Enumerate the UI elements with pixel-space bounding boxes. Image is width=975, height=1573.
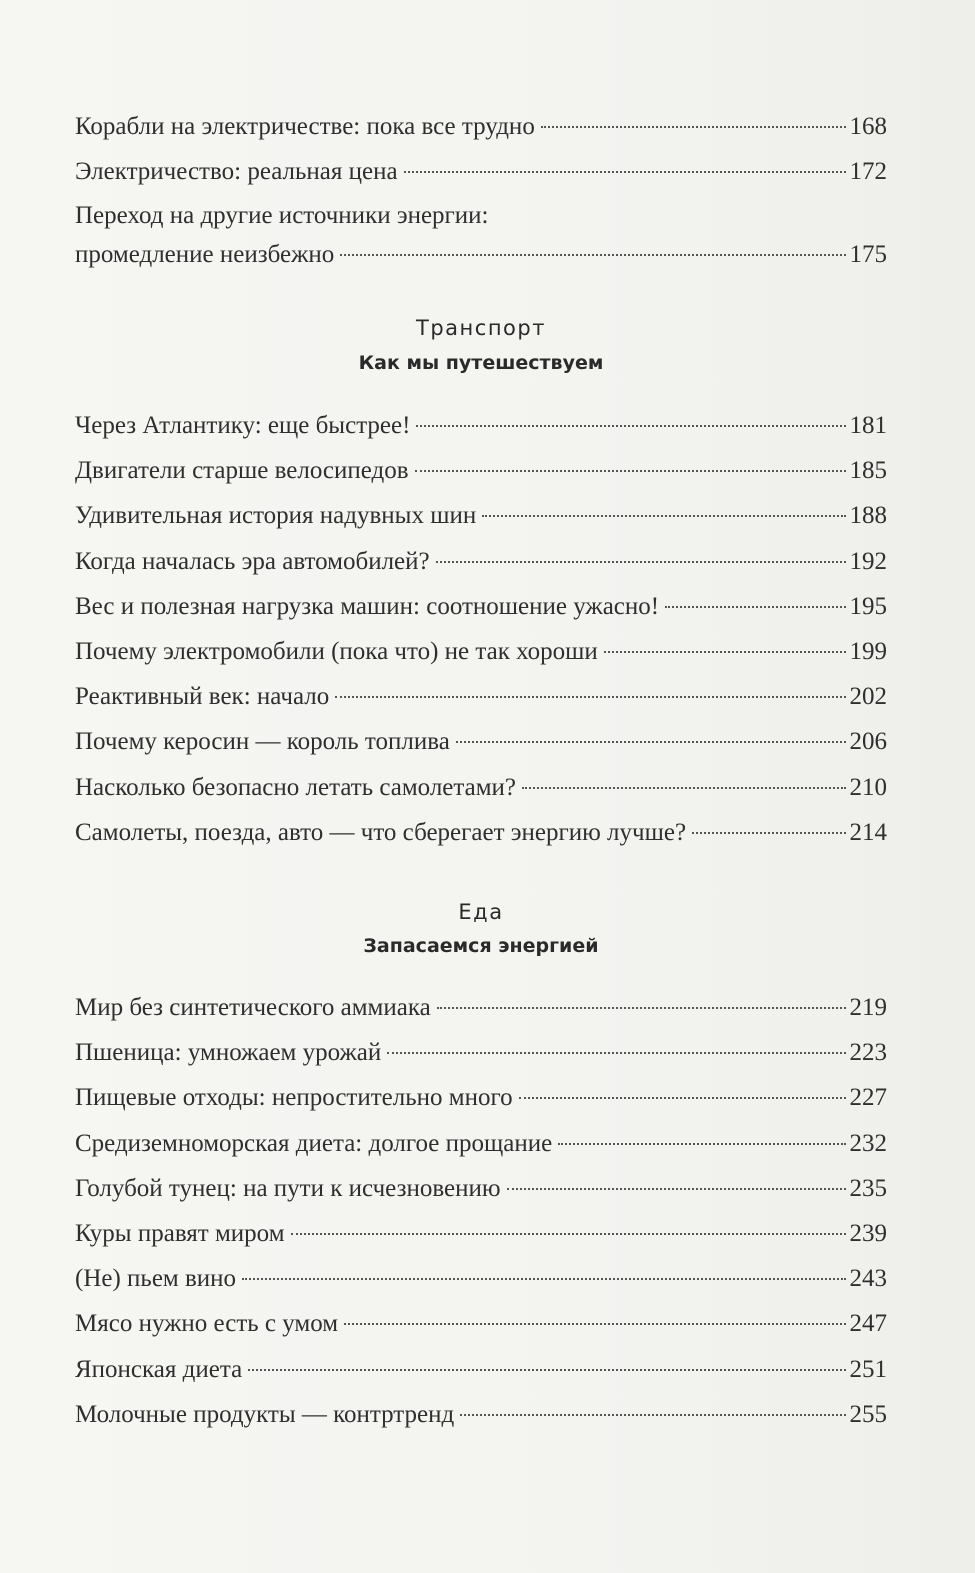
toc-entry [75, 1124, 887, 1169]
dot-leader [541, 126, 846, 128]
section-subtitle: Запасаемся энергией [363, 935, 599, 957]
toc-entry-title: Корабли на электричестве: пока все трудно [75, 113, 535, 140]
toc-entry [75, 1169, 887, 1214]
toc-entry-title: Японская диета [75, 1355, 243, 1383]
toc-entry [75, 813, 887, 858]
dot-leader [604, 651, 846, 653]
dot-leader [460, 1414, 845, 1416]
toc-entry-page: 206 [849, 728, 887, 756]
toc-entry-page: 219 [849, 994, 887, 1021]
toc-entry-title: Почему электромобили (пока что) не так хороши [75, 638, 598, 665]
dot-leader [291, 1233, 846, 1235]
section-title: Транспорт [416, 316, 546, 340]
toc-entry [75, 542, 887, 587]
toc-entry-title: (Не) пьем вино [75, 1265, 237, 1293]
toc-entry [75, 196, 887, 280]
toc-entry [75, 406, 887, 451]
toc-entry [75, 988, 887, 1033]
dot-leader [415, 470, 846, 472]
toc-entry-title: Куры правят миром [75, 1220, 285, 1247]
toc-entry [75, 1078, 887, 1123]
toc-entry-title: Пищевые отходы: непростительно много [75, 1084, 513, 1112]
toc-entry-page: 192 [849, 547, 887, 575]
toc-entry-page: 181 [849, 412, 887, 439]
toc-entry [75, 107, 887, 152]
toc-entry-page: 232 [849, 1129, 887, 1157]
toc-entry-page: 223 [849, 1039, 887, 1067]
toc-entry-page: 227 [849, 1084, 887, 1112]
toc-entry-title: Голубой тунец: на пути к исчезновению [75, 1174, 501, 1202]
toc-entry-title: Молочные продукты — контртренд [75, 1400, 455, 1428]
toc-entry [75, 768, 887, 813]
toc-entry [75, 1395, 887, 1440]
dot-leader [340, 254, 845, 256]
dot-leader [404, 171, 846, 173]
dot-leader [692, 832, 845, 834]
toc-entry-title: Вес и полезная нагрузка машин: соотношение ужасно! [75, 592, 660, 620]
toc-entry-page: 175 [849, 241, 887, 268]
toc-entry-title: Удивительная история надувных шин [75, 502, 477, 530]
toc-entry-title: Электричество: реальная цена [75, 158, 398, 185]
toc-entry-page: 239 [849, 1220, 887, 1247]
toc-entry-page: 210 [849, 773, 887, 801]
toc-entry-page: 243 [849, 1265, 887, 1293]
toc-entry-page: 168 [849, 113, 887, 140]
dot-leader [242, 1278, 845, 1280]
toc-entry-page: 202 [849, 683, 887, 711]
dot-leader [519, 1097, 846, 1099]
toc-entry-title: Насколько безопасно летать самолетами? [75, 773, 517, 801]
toc-entry-title: Когда началась эра автомобилей? [75, 547, 430, 575]
toc-entry-page: 199 [849, 638, 887, 665]
toc-entry-page: 214 [849, 818, 887, 846]
dot-leader [416, 425, 845, 427]
toc-entry [75, 451, 887, 496]
dot-leader [344, 1323, 845, 1325]
toc-entry [75, 496, 887, 541]
section-subtitle: Как мы путешествуем [358, 352, 604, 374]
dot-leader [248, 1369, 845, 1371]
dot-leader [507, 1188, 846, 1190]
toc-entry-page: 251 [849, 1355, 887, 1383]
toc-entry-title: Через Атлантику: еще быстрее! [75, 412, 411, 439]
dot-leader [482, 515, 845, 517]
toc-entry [75, 722, 887, 767]
dot-leader [335, 696, 845, 698]
toc-entry-title-line1: Переход на другие источники энергии: [75, 202, 489, 229]
dot-leader [522, 787, 845, 789]
toc-entry-title: Мясо нужно есть с умом [75, 1310, 339, 1338]
dot-leader [437, 1007, 846, 1009]
toc-entry-page: 195 [849, 592, 887, 620]
toc-entry-title: Мир без синтетического аммиака [75, 994, 431, 1021]
dot-leader [387, 1052, 845, 1054]
toc-entry-page: 247 [849, 1310, 887, 1338]
toc-entry [75, 587, 887, 632]
dot-leader [665, 606, 845, 608]
toc-entry-title: Самолеты, поезда, авто — что сберегает энергию лучше? [75, 818, 687, 846]
dot-leader [436, 561, 846, 563]
toc-entry [75, 1350, 887, 1395]
toc-entry-page: 255 [849, 1400, 887, 1428]
dot-leader [456, 741, 846, 743]
toc-entry-title: Двигатели старше велосипедов [75, 457, 409, 485]
toc-entry-title-line2: промедление неизбежно [75, 241, 335, 268]
toc-entry [75, 632, 887, 677]
toc-entry-page: 185 [849, 457, 887, 485]
toc-entry-title: Реактивный век: начало [75, 683, 330, 711]
toc-entry-page: 188 [849, 502, 887, 530]
toc-entry-title: Средиземноморская диета: долгое прощание [75, 1129, 553, 1157]
toc-entry-title: Пшеница: умножаем урожай [75, 1039, 382, 1067]
section-title: Еда [458, 900, 504, 924]
toc-entry-page: 235 [849, 1174, 887, 1202]
toc-entry [75, 677, 887, 722]
toc-entry [75, 152, 887, 197]
toc-entry [75, 1259, 887, 1304]
toc-entry [75, 1304, 887, 1349]
toc-entry [75, 1033, 887, 1078]
toc-entry-title: Почему керосин — король топлива [75, 728, 450, 756]
toc-entry-page: 172 [849, 158, 887, 185]
toc-entry [75, 1214, 887, 1259]
dot-leader [558, 1143, 845, 1145]
